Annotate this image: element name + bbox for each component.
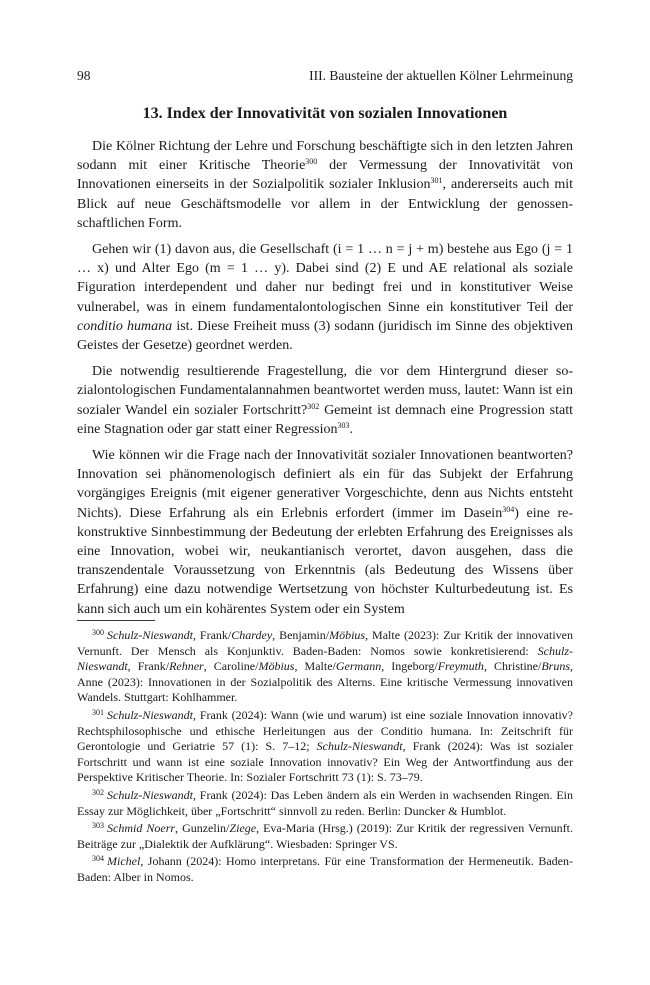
text-run: Die notwendig resultierende Fragestellung, die vor dem Hintergrund dieser sozialontologischen Fundamentalannahmen beantwortet werden muss, lautet: Wann ist ein sozialer Wandel ein sozialer Fortschritt? — [77, 364, 573, 418]
paragraph-2 — [77, 240, 573, 355]
text-run: , Malte (2023): Zur Kritik der innovativen Vernunft. Der Mensch als Konjunktiv. Baden-Baden: Nomos sowie konkretisierend: — [77, 628, 573, 658]
text-run: , Ingeborg/ — [381, 659, 438, 674]
page-number: 98 — [77, 68, 91, 83]
text-run: , Caroline/ — [203, 659, 259, 674]
footnote-number: 300 — [92, 628, 104, 637]
author-name: Ziege — [229, 821, 257, 836]
author-name: Möbius — [258, 659, 295, 674]
footnote-303 — [77, 821, 573, 852]
footnotes — [77, 628, 573, 888]
italic-term: conditio humana — [77, 318, 173, 334]
footnote-300 — [77, 628, 573, 706]
author-name: Chardey — [231, 628, 273, 642]
author-name: Schulz-Nieswandt — [316, 739, 403, 754]
paragraph-1 — [77, 137, 573, 233]
footnote-number: 304 — [92, 854, 104, 864]
footnote-ref-304[interactable]: 304 — [502, 504, 515, 514]
paragraph-4 — [77, 446, 573, 619]
chapter-title: 13. Index der Innovativität von sozialen Innovationen — [142, 105, 508, 122]
author-name: Schmid Noerr — [107, 821, 176, 836]
footnote-301 — [77, 708, 573, 786]
footnote-302 — [77, 788, 573, 819]
text-run: , Anne (2023): Innovationen in der Sozialpolitik des Alterns. Eine kritische Vermessung innovativen Wandels. Stuttgart: Kohlhammer. — [77, 659, 574, 705]
author-name: Bruns — [541, 659, 571, 674]
text-run: Die Kölner Richtung der Lehre und Forschung beschäftigte sich in den letzten Jahren sodann mit einer Kritische Theorie — [77, 139, 573, 174]
text-run: der Vermessung der Innovativität von Innovationen einerseits in der Sozialpolitik sozialer Inklusion — [77, 158, 573, 193]
text-run: , Frank (2024): Was ist sozialer Fortschritt und wann ist eine soziale Innovation innovativ? Ein Weg der Antwortfindung aus der Perspektive Kritischer Theorie. In: Sozialer Fortschritt 73 (1): S. 73–79. — [77, 739, 573, 785]
main-text — [77, 104, 573, 626]
footnote-ref-300[interactable]: 300 — [305, 157, 318, 167]
author-name: Schulz-Nieswandt — [77, 643, 573, 674]
footnote-number: 302 — [92, 787, 104, 797]
text-run: , Eva-Maria (Hrsg.) (2019): Zur Kritik der regressiven Vernunft. Beiträge zur „Dialektik der Aufklärung“. Wiesbaden: Springer VS. — [77, 821, 573, 851]
text-run: , Frank (2024): Wann (wie und warum) ist eine soziale Innovation innovativ? Rechtsphilosophische und ethische Herleitungen aus der Conditio humana. In: Zeitschrift für Gerontologie und Geriatrie 57 (1): S. 7–12; — [77, 707, 573, 754]
text-run: , Frank/ — [127, 659, 170, 674]
text-run: , Johann (2024): Homo interpretans. Für eine Transformation der Hermeneutik. Baden-Baden: Alber in Nomos. — [77, 854, 573, 884]
author-name: Schulz-Nieswandt — [107, 787, 193, 802]
footnote-ref-302[interactable]: 302 — [307, 401, 320, 411]
footnote-number: 301 — [92, 707, 104, 717]
footnote-304 — [77, 854, 573, 885]
paragraph-3 — [77, 362, 573, 439]
text-run: , Frank/ — [193, 628, 232, 642]
author-name: Rehner — [169, 659, 204, 674]
footnote-ref-303[interactable]: 303 — [337, 420, 350, 430]
text-run: Gehen wir (1) davon aus, die Gesellschaft (i = 1 … n = j + m) bestehe aus Ego (j = 1 … x) und Alter Ego (m = 1 … y). Dabei sind (2) E und AE relational als soziale Figuration interdependent und daher nur bedingt frei und in konstitutiver Weise vulnerabel, was in einem fundamentalontologischen Sinne ein konstitutiver Teil der — [77, 242, 573, 315]
footnote-number: 303 — [92, 821, 104, 831]
author-name: Germann — [335, 659, 382, 674]
text-run: , Gunzelin/ — [175, 821, 230, 836]
text-run: ) eine re-konstruktive Sinnbestimmung der Bedeutung der erlebten Erfahrung des Ereignisses als eine Innovation, wobei wir, neukantianisch verortet, davon ausgehen, dass die transzendentale Voraussetzung von Erkenntnis (als Bedeutung des Wissens über Erfahrung) eine dazu notwendige Wertsetzung von höchster Kulturbedeutung ist. Es kann sich auch um ein kohärentes System oder ein System — [77, 505, 573, 617]
author-name: Schulz-Nieswandt — [107, 628, 193, 642]
text-run: Wie können wir die Frage nach der Innovativität sozialer Innovationen beantworten? Innovation sei phänomenologisch definiert als ein für das Subjekt der Erfahrung vorgängiges Ereignis (mit eigener generativer Vorgeschichte, denn aus Nichts entsteht Nichts). Diese Erfahrung als ein Erlebnis erfordert (immer im Dasein — [77, 448, 573, 521]
text-run: . — [349, 421, 353, 437]
section-title: III. Bausteine der aktuellen Kölner Lehrmeinung — [309, 68, 573, 83]
author-name: Möbius — [329, 628, 366, 642]
text-run: , Frank (2024): Das Leben ändern als ein Werden in wachsenden Ringen. Ein Essay zur Möglichkeit, über „Fortschritt“ sinnvoll zu reden. Berlin: Duncker & Humblot. — [77, 787, 573, 818]
footnote-divider — [77, 620, 155, 621]
author-name: Freymuth — [437, 659, 484, 674]
footnote-ref-301[interactable]: 301 — [430, 176, 443, 186]
text-run: , Benjamin/ — [272, 628, 330, 642]
text-run: ist. Diese Freiheit muss (3) sodann (juridisch im Sinne des objektiven Geistes der Gesetze) geordnet werden. — [77, 318, 573, 354]
text-run: , Christine/ — [483, 659, 542, 674]
author-name: Schulz-Nieswandt — [107, 707, 193, 722]
text-run: , Malte/ — [294, 659, 336, 674]
author-name: Michel — [107, 854, 141, 869]
text-run: Gemeint ist demnach eine Progression statt eine Stagnation oder gar statt einer Regression — [77, 402, 573, 437]
text-run: , andererseits auch mit Blick auf neue Geschäftsmodelle vor allem in der Entwicklung der genossenschaftlichen Form. — [77, 177, 574, 231]
